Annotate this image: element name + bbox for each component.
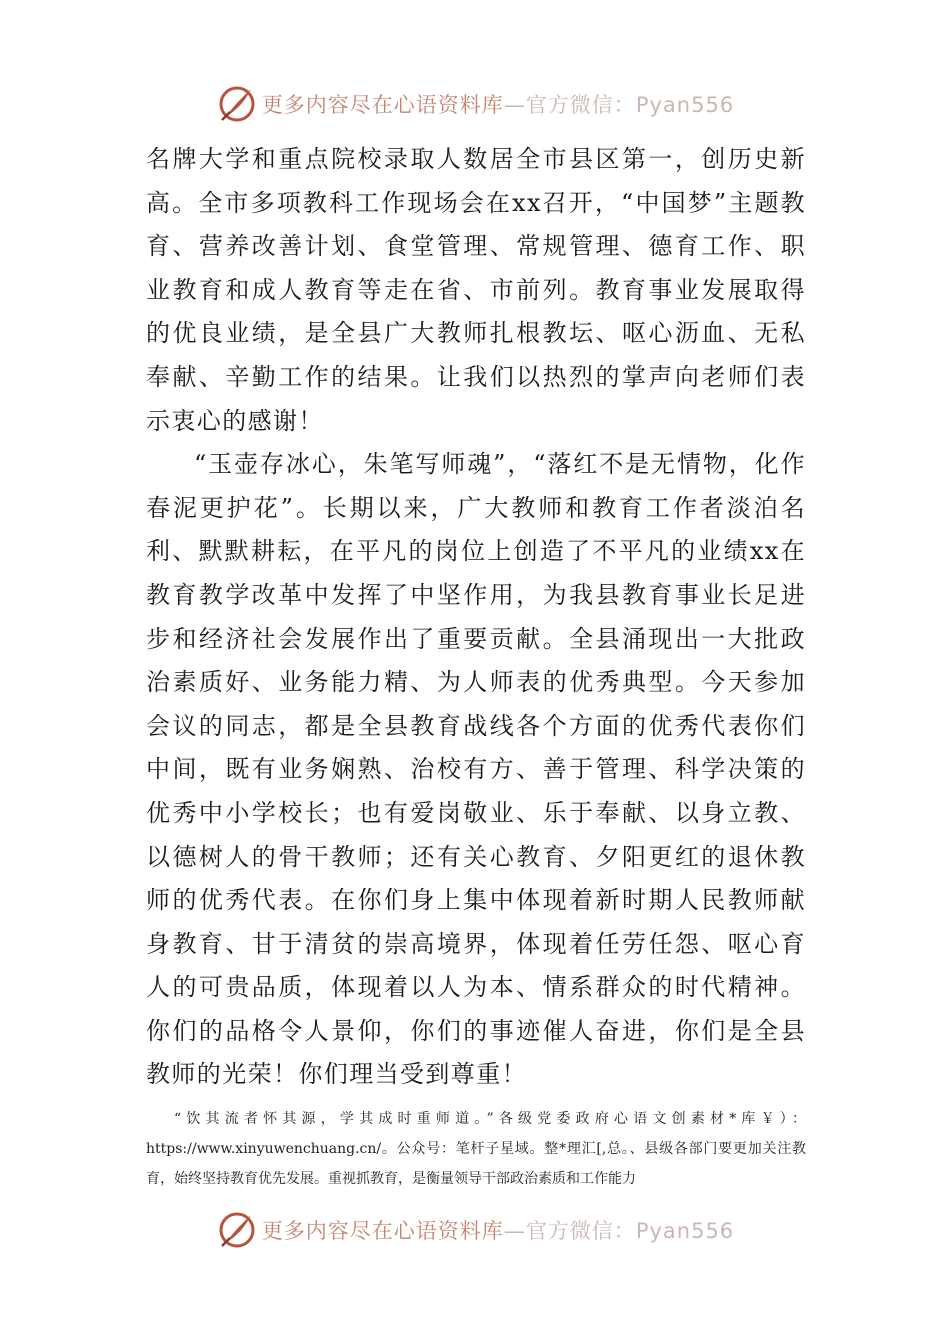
body-paragraph: 名牌大学和重点院校录取人数居全市县区第一，创历史新高。全市多项教科工作现场会在xx召开，“中国梦”主题教育、营养改善计划、食堂管理、常规管理、德育工作、职业教育和成人教育等走在省、市前列。教育事业发展取得的优良业绩，是全县广大教师扎根教坛、呕心沥血、无私奉献、辛勤工作的结果。让我们以热烈的掌声向老师们表示衷心的感谢！ [146, 145, 806, 435]
watermark-banner-bottom [0, 1208, 950, 1252]
watermark-text: 更多内容尽在心语资料库—官方微信：Pyan556 [261, 93, 735, 117]
quill-pen-seal-icon [216, 1209, 258, 1251]
small-print-section [146, 1104, 806, 1194]
watermark-banner-top [0, 82, 950, 126]
document-body [146, 138, 806, 1097]
watermark-text: 更多内容尽在心语资料库—官方微信：Pyan556 [261, 1219, 735, 1243]
small-paragraph: “饮其流者怀其源，学其成时重师道。”各级党委政府心语文创素材*库￥）：https://www.xinyuwenchuang.cn/。公众号：笔杆子星域。整*理汇[,总。、县级各部门要更加关注教育，始终坚持教育优先发展。重视抓教育，是衡量领导干部政治素质和工作能力 [146, 1111, 806, 1187]
body-paragraph: “玉壶存冰心，朱笔写师魂”，“落红不是无情物，化作春泥更护花”。长期以来，广大教师和教育工作者淡泊名利、默默耕耘，在平凡的岗位上创造了不平凡的业绩xx在教育教学改革中发挥了中坚作用，为我县教育事业长足进步和经济社会发展作出了重要贡献。全县涌现出一大批政治素质好、业务能力精、为人师表的优秀典型。今天参加会议的同志，都是全县教育战线各个方面的优秀代表你们中间，既有业务娴熟、治校有方、善于管理、科学决策的优秀中小学校长；也有爱岗敬业、乐于奉献、以身立教、以德树人的骨干教师；还有关心教育、夕阳更红的退休教师的优秀代表。在你们身上集中体现着新时期人民教师献身教育、甘于清贫的崇高境界，体现着任劳任怨、呕心育人的可贵品质，体现着以人为本、情系群众的时代精神。你们的品格令人景仰，你们的事迹催人奋进，你们是全县教师的光荣！你们理当受到尊重！ [146, 450, 806, 1089]
quill-pen-seal-icon [216, 83, 258, 125]
